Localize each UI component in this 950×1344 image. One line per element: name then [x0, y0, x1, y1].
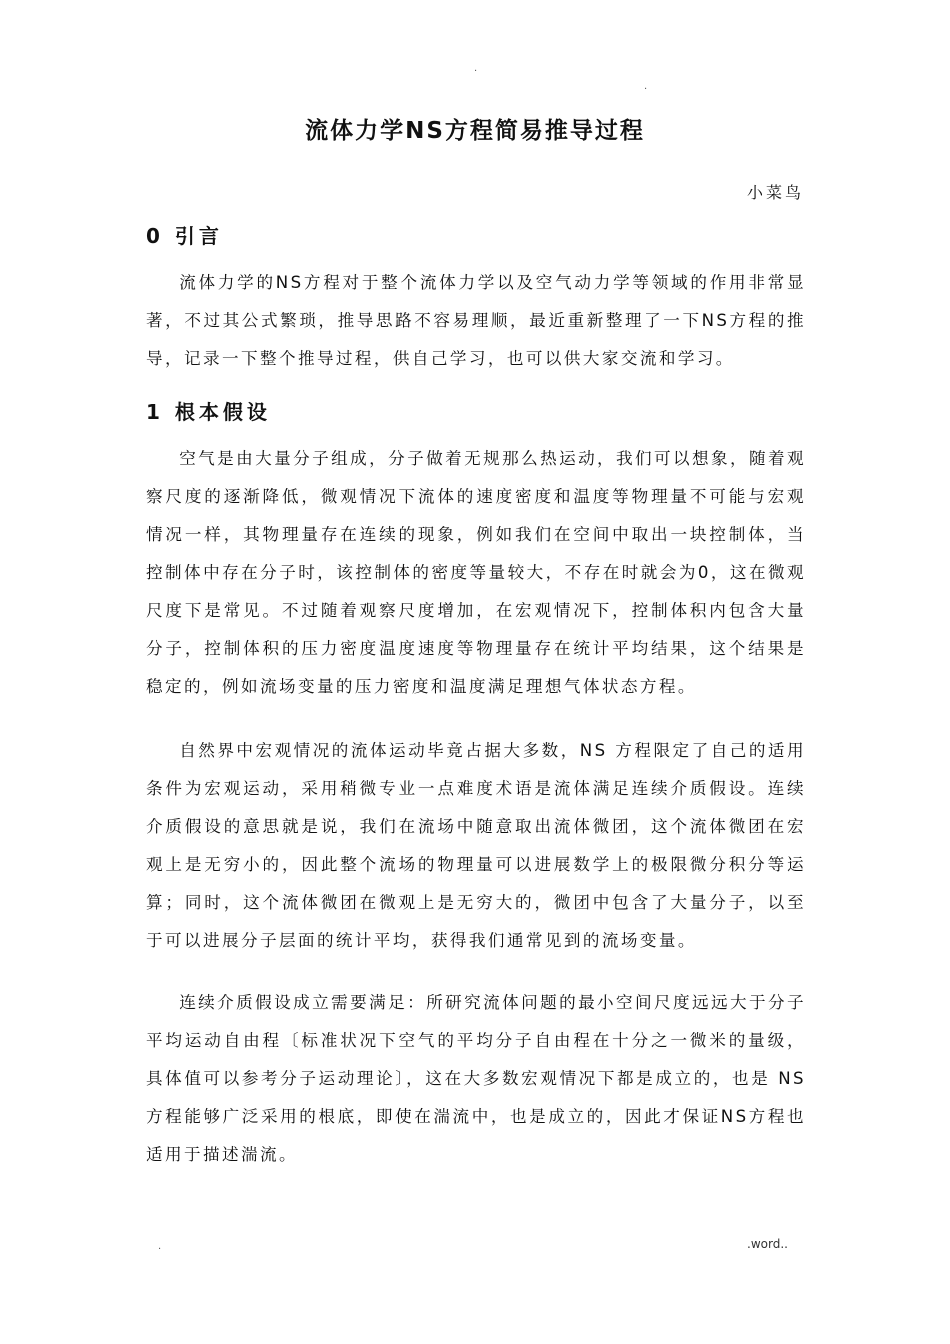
top-mark-dot: . — [644, 81, 648, 92]
paragraph-introduction: 流体力学的NS方程对于整个流体力学以及空气动力学等领域的作用非常显著，不过其公式繁琐，推导思路不容易理顺，最近重新整理了一下NS方程的推导，记录一下整个推导过程，供自己学习，也可以供大家交流和学习。 — [146, 273, 806, 368]
section-heading-basic-assumptions: 1 根本假设 — [146, 400, 271, 424]
top-mark-dot: . — [474, 63, 478, 74]
paragraph-continuum-hypothesis: 自然界中宏观情况的流体运动毕竟占据大多数，NS 方程限定了自己的适用条件为宏观运动，采用稍微专业一点难度术语是流体满足连续介质假设。连续介质假设的意思就是说，我们在流场中随意取出流体微团，这个流体微团在宏观上是无穷小的，因此整个流场的物理量可以进展数学上的极限微分积分等运算；同时，这个流体微团在微观上是无穷大的，微团中包含了大量分子，以至于可以进展分子层面的统计平均，获得我们通常见到的流场变量。 — [146, 741, 806, 950]
footer-left-dot: . — [158, 1241, 162, 1252]
section-heading-introduction: 0 引言 — [146, 224, 223, 248]
author-name: 小菜鸟 — [746, 183, 804, 202]
document-title: 流体力学NS方程简易推导过程 — [305, 118, 645, 144]
footer-word-mark: .word.. — [747, 1237, 788, 1251]
paragraph-molecular-view: 空气是由大量分子组成，分子做着无规那么热运动，我们可以想象，随着观察尺度的逐渐降低，微观情况下流体的速度密度和温度等物理量不可能与宏观情况一样，其物理量存在连续的现象，例如我们在空间中取出一块控制体，当控制体中存在分子时，该控制体的密度等量较大，不存在时就会为0，这在微观尺度下是常见。不过随着观察尺度增加，在宏观情况下，控制体积内包含大量分子，控制体积的压力密度温度速度等物理量存在统计平均结果，这个结果是稳定的，例如流场变量的压力密度和温度满足理想气体状态方程。 — [146, 449, 806, 696]
paragraph-continuum-conditions: 连续介质假设成立需要满足：所研究流体问题的最小空间尺度远远大于分子平均运动自由程〔标准状况下空气的平均分子自由程在十分之一微米的量级，具体值可以参考分子运动理论〕，这在大多数宏观情况下都是成立的，也是 NS 方程能够广泛采用的根底，即使在湍流中，也是成立的，因此才保证NS方程也适用于描述湍流。 — [146, 993, 806, 1164]
